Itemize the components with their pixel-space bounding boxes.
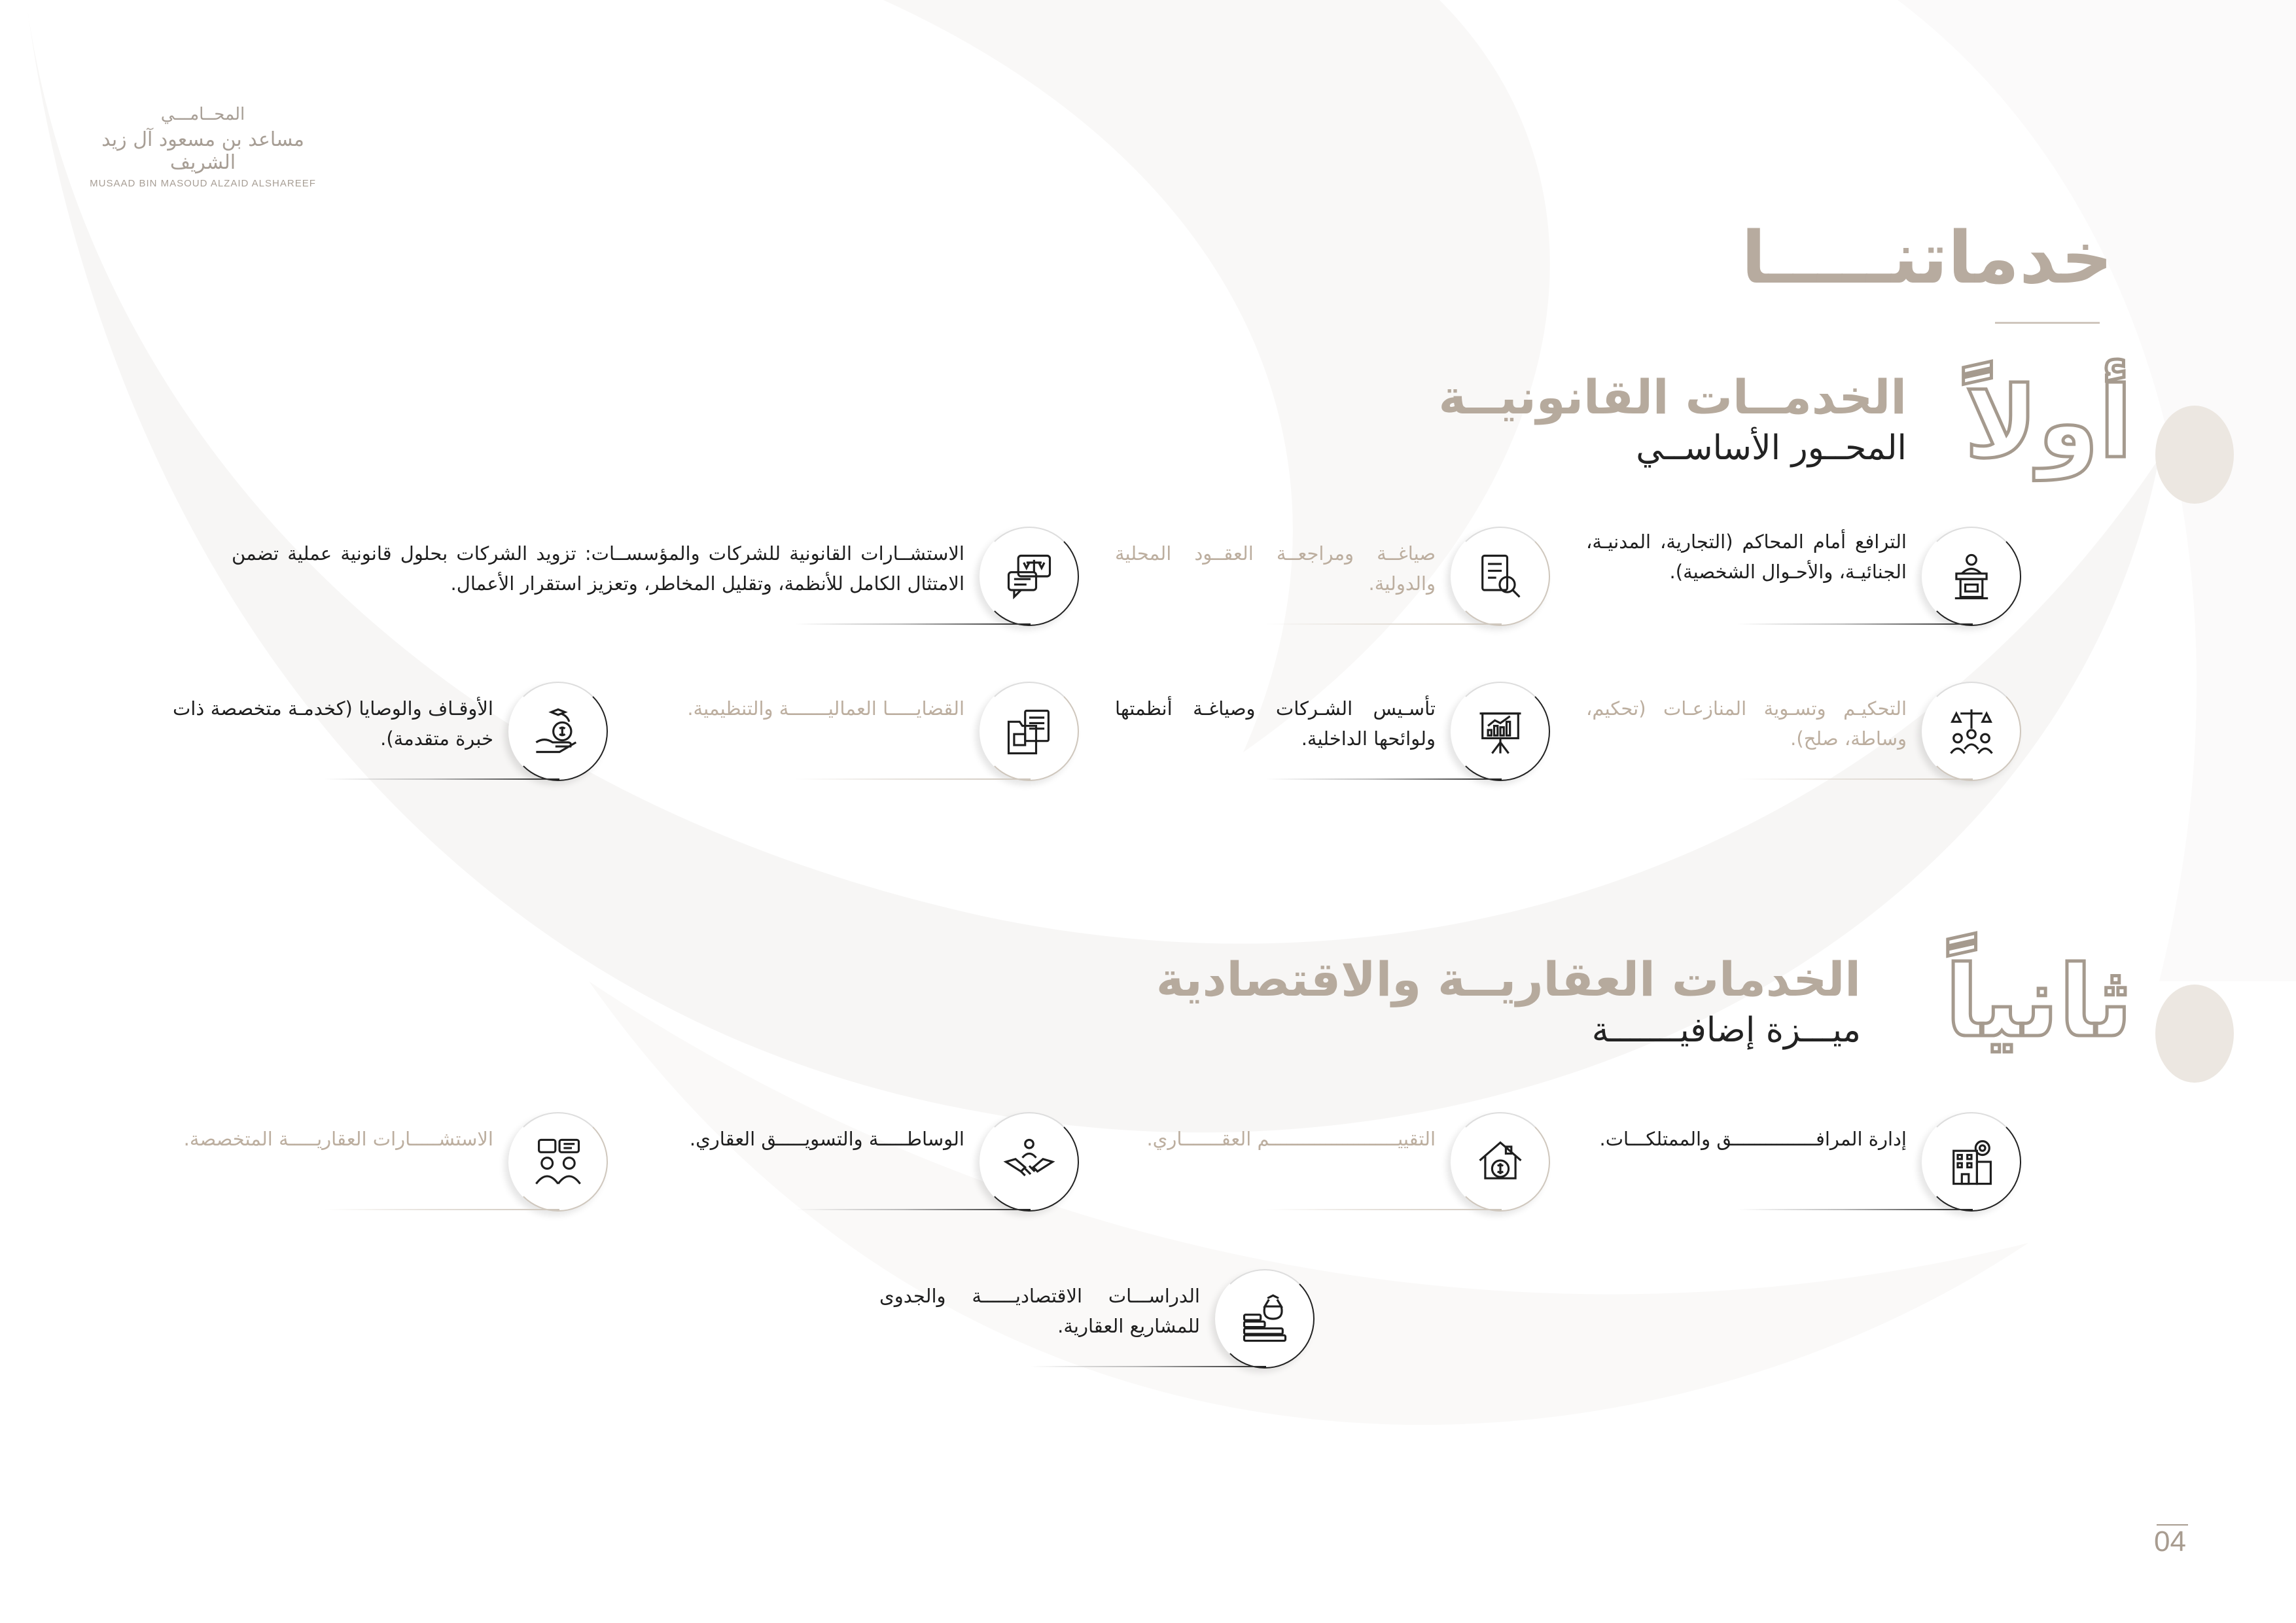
building-gear-icon: [1944, 1134, 1999, 1189]
service-badge: [508, 682, 608, 781]
title-underline: [1995, 322, 2100, 324]
service-text: الاستشــارات القانونية للشركات والمؤسســات: تزويد الشركات بحلول قانونية عملية تضمن الامتثال الكامل للأنظمة، وتقليل المخاطر، وتعزيز استقرار الأعمال.: [232, 542, 964, 595]
card-underline: [1031, 1366, 1266, 1367]
service-card-feasibility-studies: [879, 1269, 1315, 1367]
service-card-endowments: [173, 682, 608, 780]
logo-name-english: MUSAAD BIN MASOUD ALZAID ALSHAREEF: [90, 178, 316, 189]
service-card-company-formation: [1115, 682, 1550, 780]
section-subtitle-legal: المحــور الأساســي: [1636, 428, 1907, 468]
section-number-shadow: [2155, 985, 2234, 1083]
handshake-icon: [1002, 1134, 1057, 1189]
money-stack-icon: [1237, 1291, 1292, 1346]
service-card-contracts: [1115, 527, 1550, 625]
arbitration-icon: [1944, 704, 1999, 759]
page-number: 04: [2154, 1526, 2186, 1558]
card-underline: [795, 623, 1031, 625]
section-title-legal: الخدمــات القانونيــة: [1438, 370, 1907, 425]
service-badge: [1451, 527, 1550, 626]
section-number-second: ثانياً: [1945, 945, 2132, 1059]
service-badge: [508, 1112, 608, 1212]
service-card-labor-cases: [687, 682, 1079, 780]
logo-title: المحــامـــي: [160, 105, 245, 124]
service-card-arbitration: [1586, 682, 2021, 780]
service-badge: [1451, 682, 1550, 781]
service-text: صياغــة ومراجعــة العقــود المحلية والدولية.: [1115, 542, 1436, 595]
service-badge: [1922, 682, 2021, 781]
section-number-shadow: [2155, 406, 2234, 504]
card-underline: [1737, 1209, 1973, 1210]
section-number-first: أولاً: [1964, 366, 2132, 480]
podium-icon: [1944, 549, 1999, 604]
service-badge: [1922, 1112, 2021, 1212]
logo-name-arabic: مساعد بن مسعود آل زيد الشريف: [101, 128, 304, 174]
service-card-brokerage: [689, 1112, 1079, 1210]
legal-chat-icon: [1002, 549, 1057, 604]
section-subtitle-real-estate: ميـــزة إضافيـــــــة: [1591, 1011, 1861, 1050]
card-underline: [324, 778, 559, 780]
service-text: التقييـــــــــــــــــــــــم العقـــــــاري.: [1146, 1128, 1436, 1150]
service-card-valuation: [1146, 1112, 1550, 1210]
card-underline: [1266, 623, 1502, 625]
service-text: تأسـيس الشـركات وصياغـة أنظمتها ولوائحها الداخلية.: [1115, 697, 1436, 750]
card-underline: [1266, 778, 1502, 780]
card-underline: [1266, 1209, 1502, 1210]
house-dollar-icon: [1473, 1134, 1528, 1189]
service-card-facility-management: [1599, 1112, 2021, 1210]
page-title: خدماتنـــــا: [1741, 216, 2113, 300]
firm-logo: [72, 105, 334, 189]
service-text: القضايـــــا العماليـــــــة والتنظيمية.: [687, 697, 964, 720]
section-title-real-estate: الخدمات العقاريــة والاقتصادية: [1156, 952, 1861, 1007]
folder-files-icon: [1002, 704, 1057, 759]
service-text: التحكيـم وتسـوية المنازعـات (تحكيم، وساطة، صلح).: [1586, 697, 1907, 750]
document-search-icon: [1473, 549, 1528, 604]
service-text: الدراســـات الاقتصاديــــــة والجدوى للمشاريع العقارية.: [879, 1285, 1200, 1337]
service-text: الوساطـــــة والتسويـــــق العقاري.: [689, 1128, 964, 1150]
service-badge: [980, 1112, 1079, 1212]
consultation-icon: [531, 1134, 586, 1189]
service-badge: [980, 527, 1079, 626]
service-badge: [1451, 1112, 1550, 1212]
card-underline: [324, 1209, 559, 1210]
card-underline: [1737, 623, 1973, 625]
service-badge: [1215, 1269, 1315, 1369]
service-card-corporate-consulting: [232, 527, 1079, 625]
service-text: إدارة المرافـــــــــــــــق والممتلكـــات.: [1599, 1128, 1907, 1150]
service-badge: [980, 682, 1079, 781]
service-text: الاستشـــــارات العقاريـــــة المتخصصة.: [183, 1128, 493, 1150]
card-underline: [1737, 778, 1973, 780]
card-underline: [795, 778, 1031, 780]
service-card-real-estate-consulting: [183, 1112, 608, 1210]
presentation-board-icon: [1473, 704, 1528, 759]
service-text: الترافع أمام المحاكم (التجارية، المدنيـة، الجنائيـة، والأحـوال الشخصية).: [1586, 531, 1907, 583]
card-underline: [795, 1209, 1031, 1210]
service-badge: [1922, 527, 2021, 626]
service-card-litigation: [1586, 527, 2021, 625]
service-text: الأوقـاف والوصايا (كخدمـة متخصصة ذات خبرة متقدمة).: [173, 697, 493, 750]
money-bag-hand-icon: [531, 704, 586, 759]
